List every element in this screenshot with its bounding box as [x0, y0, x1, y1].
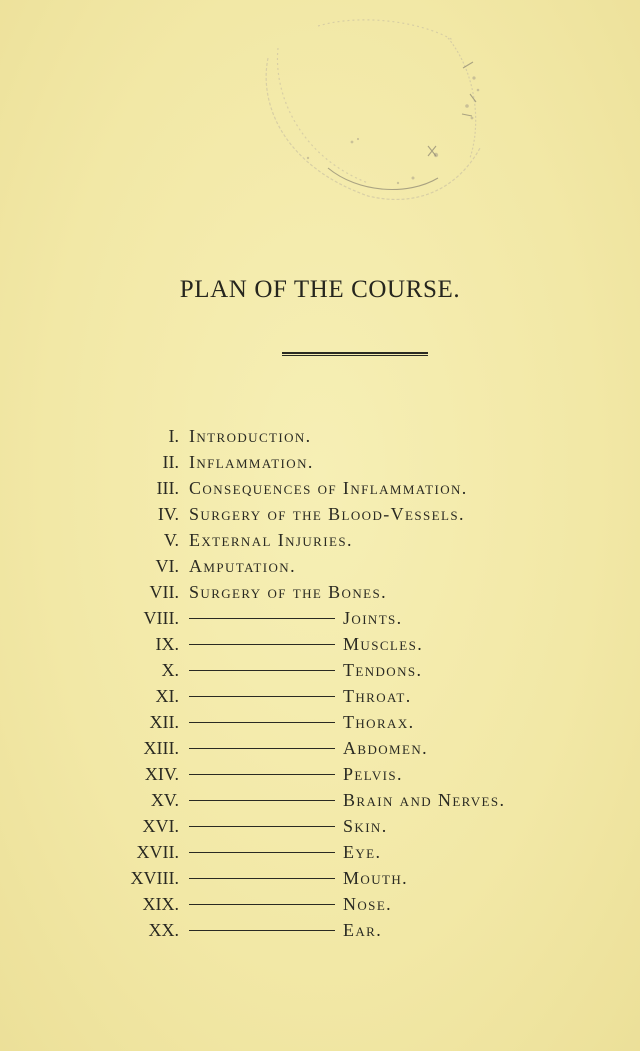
- page-title: PLAN OF THE COURSE.: [179, 276, 461, 303]
- item-number: XVIII.: [130, 868, 179, 888]
- item-number: III.: [156, 478, 179, 498]
- item-title: Surgery of the Blood-Vessels.: [189, 504, 465, 524]
- contents-subitem: [0, 865, 640, 891]
- item-title: Throat.: [343, 686, 412, 706]
- item-number: XV.: [150, 790, 179, 810]
- item-title: Muscles.: [343, 634, 424, 654]
- item-number: VII.: [149, 582, 179, 602]
- item-title: Eye.: [343, 842, 382, 862]
- item-number: XIII.: [143, 738, 179, 758]
- item-title: Amputation.: [189, 556, 296, 576]
- ditto-rule: [189, 748, 335, 749]
- contents-item: [0, 501, 640, 527]
- ditto-rule: [189, 696, 335, 697]
- item-title: Ear.: [343, 920, 383, 940]
- item-number: I.: [168, 426, 179, 446]
- item-title: External Injuries.: [189, 530, 353, 550]
- contents-item: [0, 423, 640, 449]
- library-stamp-icon: [248, 18, 498, 208]
- contents-item: [0, 579, 640, 605]
- item-title: Nose.: [343, 894, 393, 914]
- ditto-rule: [189, 670, 335, 671]
- ditto-rule: [189, 878, 335, 879]
- ditto-rule: [189, 618, 335, 619]
- item-number: VIII.: [143, 608, 179, 628]
- ditto-rule: [189, 774, 335, 775]
- item-number: XI.: [155, 686, 179, 706]
- item-number: XIX.: [142, 894, 179, 914]
- title-divider: [282, 352, 428, 356]
- contents-item: [0, 475, 640, 501]
- item-number: IX.: [155, 634, 179, 654]
- item-number: XVII.: [136, 842, 179, 862]
- contents-subitem: [0, 683, 640, 709]
- contents-subitem: [0, 891, 640, 917]
- ditto-rule: [189, 852, 335, 853]
- contents-subitem: [0, 657, 640, 683]
- item-number: XIV.: [144, 764, 179, 784]
- contents-subitem: [0, 787, 640, 813]
- item-title: Thorax.: [343, 712, 415, 732]
- ditto-rule: [189, 644, 335, 645]
- contents-item: [0, 553, 640, 579]
- contents-subitem: [0, 761, 640, 787]
- item-number: X.: [161, 660, 179, 680]
- item-number: IV.: [157, 504, 179, 524]
- contents-subitem: [0, 709, 640, 735]
- contents-item: [0, 449, 640, 475]
- item-number: XII.: [149, 712, 179, 732]
- item-number: XVI.: [142, 816, 179, 836]
- item-title: Brain and Nerves.: [343, 790, 506, 810]
- item-title: Pelvis.: [343, 764, 403, 784]
- ditto-rule: [189, 800, 335, 801]
- item-number: VI.: [155, 556, 179, 576]
- contents-item: [0, 527, 640, 553]
- item-title: Skin.: [343, 816, 388, 836]
- item-title: Introduction.: [189, 426, 312, 446]
- contents-subitem: [0, 917, 640, 943]
- contents-subitem: [0, 631, 640, 657]
- item-title: Inflammation.: [189, 452, 314, 472]
- item-title: Surgery of the Bones.: [189, 582, 387, 602]
- item-title: Abdomen.: [343, 738, 429, 758]
- ditto-rule: [189, 722, 335, 723]
- item-title: Mouth.: [343, 868, 409, 888]
- ditto-rule: [189, 930, 335, 931]
- item-number: V.: [163, 530, 179, 550]
- ditto-rule: [189, 826, 335, 827]
- contents-subitem: [0, 813, 640, 839]
- item-title: Tendons.: [343, 660, 423, 680]
- contents-subitem: [0, 735, 640, 761]
- item-number: XX.: [148, 920, 179, 940]
- contents-subitem: [0, 605, 640, 631]
- ditto-rule: [189, 904, 335, 905]
- item-number: II.: [162, 452, 179, 472]
- contents-subitem: [0, 839, 640, 865]
- item-title: Joints.: [343, 608, 403, 628]
- item-title: Consequences of Inflammation.: [189, 478, 468, 498]
